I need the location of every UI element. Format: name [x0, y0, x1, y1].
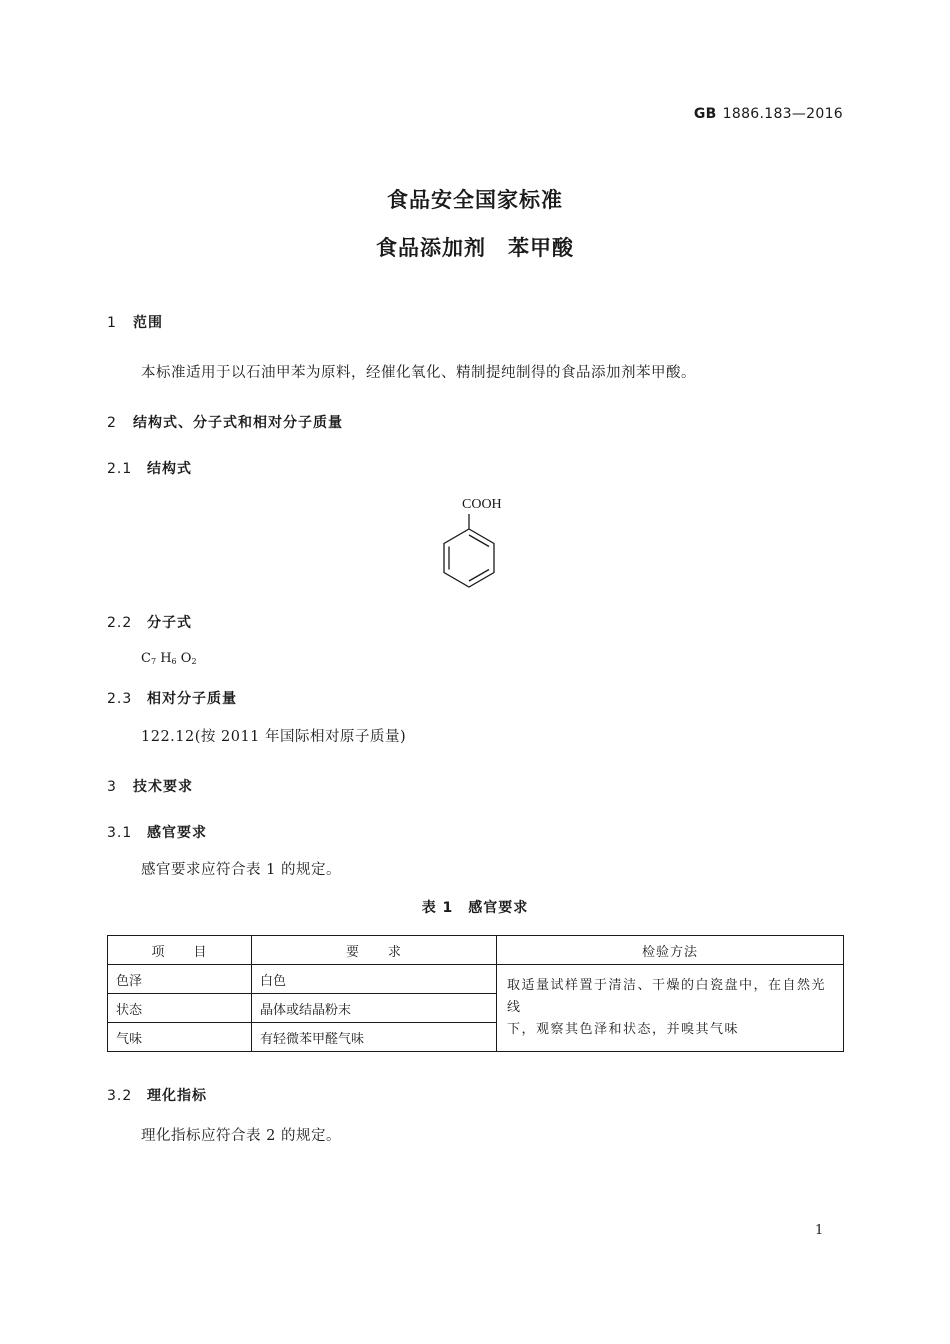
section-1-heading — [107, 312, 163, 332]
test-method-line: 取适量试样置于清洁、干燥的白瓷盘中，在自然光线 — [507, 978, 827, 1015]
table-header-row — [108, 936, 844, 965]
standard-prefix: GB — [693, 106, 717, 122]
section-number: 3.1 — [107, 825, 133, 841]
section-3-heading — [107, 776, 193, 796]
section-3-2-body: 理化指标应符合表 2 的规定。 — [141, 1128, 341, 1144]
formula-element: O — [180, 651, 192, 666]
section-2-3-heading — [107, 688, 237, 708]
carboxyl-group-label: COOH — [462, 497, 502, 512]
section-3-1-body: 感官要求应符合表 1 的规定。 — [141, 862, 341, 878]
page-number: 1 — [815, 1223, 824, 1238]
item-cell: 气味 — [108, 1023, 252, 1052]
section-number: 1 — [107, 315, 117, 331]
molecular-mass-value: 122.12(按 2011 年国际相对原子质量) — [141, 729, 407, 745]
section-3-1-heading — [107, 822, 207, 842]
item-cell: 色泽 — [108, 965, 252, 994]
document-subtitle: 食品添加剂 苯甲酸 — [376, 236, 574, 260]
section-number: 3 — [107, 779, 117, 795]
formula-element: H — [160, 651, 172, 666]
requirement-cell: 晶体或结晶粉末 — [252, 994, 497, 1023]
section-number: 2.2 — [107, 615, 133, 631]
table-row — [108, 965, 844, 994]
formula-subscript: 7 — [150, 657, 157, 666]
standard-number: 1886.183—2016 — [722, 106, 843, 122]
requirement-cell: 白色 — [252, 965, 497, 994]
sensory-requirements-table — [107, 935, 844, 1052]
test-method-line: 下，观察其色泽和状态，并嗅其气味 — [507, 1022, 740, 1037]
formula-subscript: 6 — [171, 657, 177, 666]
section-number: 2 — [107, 415, 117, 431]
section-title: 范围 — [133, 315, 163, 331]
benzoic-acid-structure — [430, 488, 530, 593]
test-method-cell — [497, 965, 844, 1052]
section-number: 3.2 — [107, 1088, 133, 1104]
section-number: 2.3 — [107, 691, 133, 707]
section-title: 结构式、分子式和相对分子质量 — [133, 415, 343, 431]
benzene-ring — [444, 514, 494, 587]
section-number: 2.1 — [107, 461, 133, 477]
standard-code — [694, 106, 843, 122]
section-3-2-heading — [107, 1085, 207, 1105]
section-title: 结构式 — [147, 461, 192, 477]
header-item: 项 目 — [108, 936, 252, 965]
molecular-formula — [141, 651, 197, 666]
section-2-1-heading — [107, 458, 192, 478]
requirement-cell: 有轻微苯甲醛气味 — [252, 1023, 497, 1052]
section-title: 相对分子质量 — [147, 691, 237, 707]
formula-element: C — [141, 651, 151, 666]
section-1-body: 本标准适用于以石油甲苯为原料，经催化氧化、精制提纯制得的食品添加剂苯甲酸。 — [141, 365, 696, 381]
section-title: 技术要求 — [133, 779, 193, 795]
section-2-heading — [107, 412, 343, 432]
item-cell: 状态 — [108, 994, 252, 1023]
document-title: 食品安全国家标准 — [387, 188, 563, 212]
header-requirement: 要 求 — [252, 936, 497, 965]
formula-subscript: 2 — [191, 657, 197, 666]
section-2-2-heading — [107, 612, 192, 632]
section-title: 感官要求 — [147, 825, 207, 841]
section-title: 分子式 — [147, 615, 192, 631]
table-1-caption: 表 1 感官要求 — [421, 900, 529, 916]
section-title: 理化指标 — [147, 1088, 207, 1104]
header-test-method: 检验方法 — [497, 936, 844, 965]
